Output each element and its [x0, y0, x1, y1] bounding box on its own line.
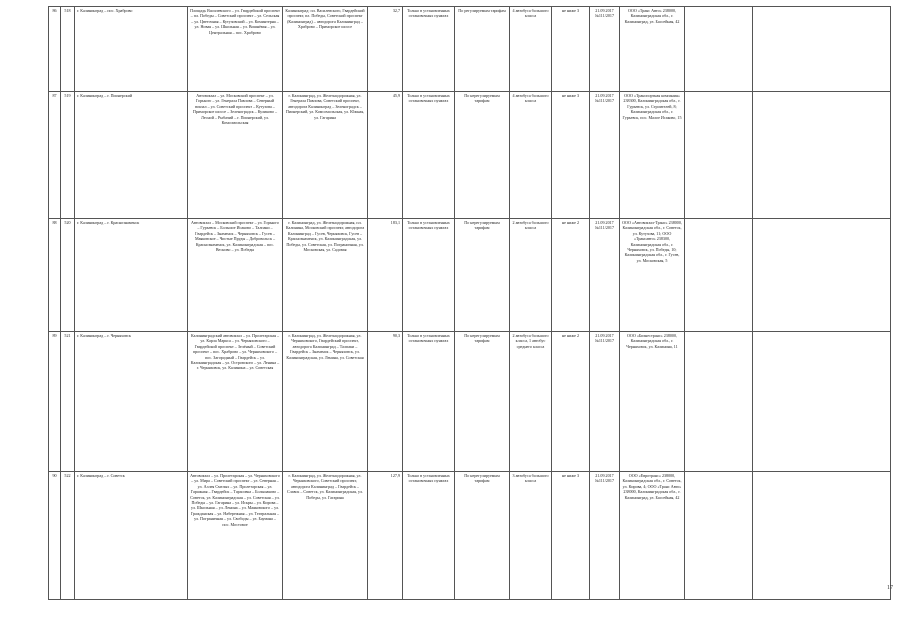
route-length: 32,7: [368, 7, 403, 92]
route-streets: г. Калининград, ул. Железнодорожная, ул. Черняховского, Гвардейский проспект, автодорога Калининград – Талпаки – Гвардейск – Знаменск – Черняховск, ул. Калининградская, ул. Ленина, ул. Советская: [283, 332, 368, 472]
registration-number: 521: [61, 332, 75, 472]
table-row: [49, 7, 891, 92]
carrier-info: ООО «Автовокзал-Транс» 238000, Калининградская обл., г. Советск, ул. Кутузова, 11; ООО «Трансавто» 238300, Калининградская обл., г. Черняховск, ул. Победы, 10; Калининградская обл., г. Гусев, ул. Московская, 5: [620, 219, 685, 332]
route-stops: Автовокзал – Московский проспект – ул. Горького – Гурьевск – Большое Исаково – Талпаки – Гвардейск – Знаменск – Черняховск – Гусев – Маяковское – Чистые Пруды – Добровольск – Краснознаменск, ул. Калининградская – пос. Весново – ул. Победы: [188, 219, 283, 332]
route-length: 127,9: [368, 472, 403, 600]
ecology-class: не ниже 3: [552, 7, 590, 92]
blank-cell: [685, 332, 753, 472]
vehicle-info: 3 автобуса большого класса: [510, 472, 552, 600]
vehicle-info: 4 автобуса большого класса: [510, 92, 552, 219]
page-number: 17: [887, 585, 893, 591]
blank-cell: [753, 7, 891, 92]
start-date: 21.09.2017 №111/2017: [590, 92, 620, 219]
table-row: [49, 219, 891, 332]
carrier-info: ООО «Транс Авто» 238000, Калининградская обл., г. Калининград, ул. Бассейная, 42: [620, 7, 685, 92]
tariff-type: По нерегулируемым тарифам: [455, 219, 510, 332]
route-stops: Автовокзал – ул. Пролетарская – ул. Черняховского – ул. Мира – Советский проспект – ул. Северная – ул. Аллея Смелых – ул. Пролетарская – ул. Гаражная – Гвардейск – Тарасовка – Большаково – Советск, ул. Калининградская – ул. Советская – ул. Победы – ул. Гагарина – ул. Искры – ул. Кирова – ул. Школьная – ул. Ленина – ул. Маяковского – ул. Гражданская – ул. Набережная – ул. Театральная – ул. Пограничная – ул. Свободы – ул. Баумана – пос. Мостовое: [188, 472, 283, 600]
stop-order: Только в установленных остановочных пунктах: [403, 472, 455, 600]
stop-order: Только в установленных остановочных пунктах: [403, 92, 455, 219]
route-name: г. Калининград – пос. Храброво: [75, 7, 188, 92]
tariff-type: По нерегулируемым тарифам: [455, 332, 510, 472]
route-name: г. Калининград – г. Краснознаменск: [75, 219, 188, 332]
route-streets: г. Калининград, ул. Железнодорожная, ул. Генерала Павлова, Советский проспект, автодорога Калининград – Зеленоградск – Пионерский, ул. Комсомольская, ул. Южная, ул. Гагарина: [283, 92, 368, 219]
route-registry-table: [48, 6, 891, 600]
blank-cell: [753, 92, 891, 219]
route-name: г. Калининград – г. Черняховск: [75, 332, 188, 472]
registration-number: 522: [61, 472, 75, 600]
row-number: 90: [49, 472, 61, 600]
row-number: 87: [49, 92, 61, 219]
table-row: [49, 472, 891, 600]
blank-cell: [753, 219, 891, 332]
route-length: 183,1: [368, 219, 403, 332]
registration-number: 518: [61, 7, 75, 92]
registration-number: 519: [61, 92, 75, 219]
registration-number: 520: [61, 219, 75, 332]
route-streets: г. Калининград, ул. Железнодорожная, ул. Черняховского, Советский проспект, автодорога Калининград – Гвардейск – Славск – Советск, ул. Калининградская, ул. Победы, ул. Гагарина: [283, 472, 368, 600]
row-number: 86: [49, 7, 61, 92]
tariff-type: По нерегулируемым тарифам: [455, 92, 510, 219]
table-row: [49, 332, 891, 472]
route-streets: Калининград: пл. Василевского, Гвардейский проспект, пл. Победы, Советский проспект (Калининград) – автодорога Калининград – Храброво – Приморское шоссе: [283, 7, 368, 92]
tariff-type: По нерегулируемым тарифам: [455, 472, 510, 600]
tariff-type: По регулируемым тарифам: [455, 7, 510, 92]
blank-cell: [753, 332, 891, 472]
start-date: 21.09.2017 №111/2017: [590, 472, 620, 600]
route-name: г. Калининград – г. Советск: [75, 472, 188, 600]
blank-cell: [685, 219, 753, 332]
blank-cell: [753, 472, 891, 600]
ecology-class: не ниже 3: [552, 472, 590, 600]
route-name: г. Калининград – г. Пионерский: [75, 92, 188, 219]
carrier-info: ООО «Транспортная компания» 238300, Калининградская обл., г. Гурьевск, ул. Строителей, 8; Калининградская обл., г. Гурьевск, пос. Малое Исаково, 15: [620, 92, 685, 219]
table-body: [49, 7, 891, 600]
vehicle-info: 2 автобуса большого класса, 1 автобус среднего класса: [510, 332, 552, 472]
start-date: 21.09.2017 №111/2017: [590, 7, 620, 92]
route-streets: г. Калининград, ул. Железнодорожная, пл. Калинина, Московский проспект, автодорога Калининград – Гусев, Черняховск, Гусев – Краснознаменск, ул. Калининградская, ул. Победы, ул. Советская, ул. Пограничная, ул. Московская, ул. Садовая: [283, 219, 368, 332]
blank-cell: [685, 7, 753, 92]
start-date: 21.09.2017 №111/2017: [590, 332, 620, 472]
route-length: 90,3: [368, 332, 403, 472]
table-row: [49, 92, 891, 219]
stop-order: Только в установленных остановочных пунктах: [403, 332, 455, 472]
carrier-info: ООО «Евротранс» 238000, Калининградская обл., г. Советск, ул. Кирова, 4; ООО «Транс Авто» 238000, Калининградская обл., г. Калининград, ул. Бассейная, 42: [620, 472, 685, 600]
ecology-class: не ниже 3: [552, 92, 590, 219]
blank-cell: [685, 472, 753, 600]
stop-order: Только в установленных остановочных пунктах: [403, 7, 455, 92]
ecology-class: не ниже 2: [552, 332, 590, 472]
route-length: 45,9: [368, 92, 403, 219]
vehicle-info: 2 автобуса большого класса: [510, 219, 552, 332]
route-stops: Калининградский автовокзал – ул. Пролетарская – ул. Карла Маркса – ул. Черняховского – Гвардейский проспект – Зелёный – Советский проспект – пос. Храброво – ул. Черняховского – пос. Загородный – Гвардейск – ул. Калининградская – ул. Островского – ул. Ленина – г. Черняховск, ул. Калинина – ул. Советская: [188, 332, 283, 472]
stop-order: Только в установленных остановочных пунктах: [403, 219, 455, 332]
route-stops: Автовокзал – ул. Московский проспект – ул. Горького – ул. Генерала Павлова – Северный вокзал – ул. Советский проспект – Кутузова – Приморское шоссе – Зеленоградск – Куликово – Лесной – Рыбачий – г. Пионерский, ул. Комсомольская: [188, 92, 283, 219]
blank-cell: [685, 92, 753, 219]
route-stops: Площадь Василевского – ул. Гвардейский проспект – пл. Победы – Советский проспект – ул. Сельская – ул. Цветочная – Кутузовский – ул. Коминтерна – ул. Новая – ул. Школьная – ул. Вишнёвая – ул. Центральная – пос. Храброво: [188, 7, 283, 92]
carrier-info: ООО «Бизнестранс» 238000, Калининградская обл., г. Черняховск, ул. Калинина, 11: [620, 332, 685, 472]
vehicle-info: 4 автобуса большого класса: [510, 7, 552, 92]
row-number: 88: [49, 219, 61, 332]
ecology-class: не ниже 2: [552, 219, 590, 332]
row-number: 89: [49, 332, 61, 472]
start-date: 21.09.2017 №111/2017: [590, 219, 620, 332]
